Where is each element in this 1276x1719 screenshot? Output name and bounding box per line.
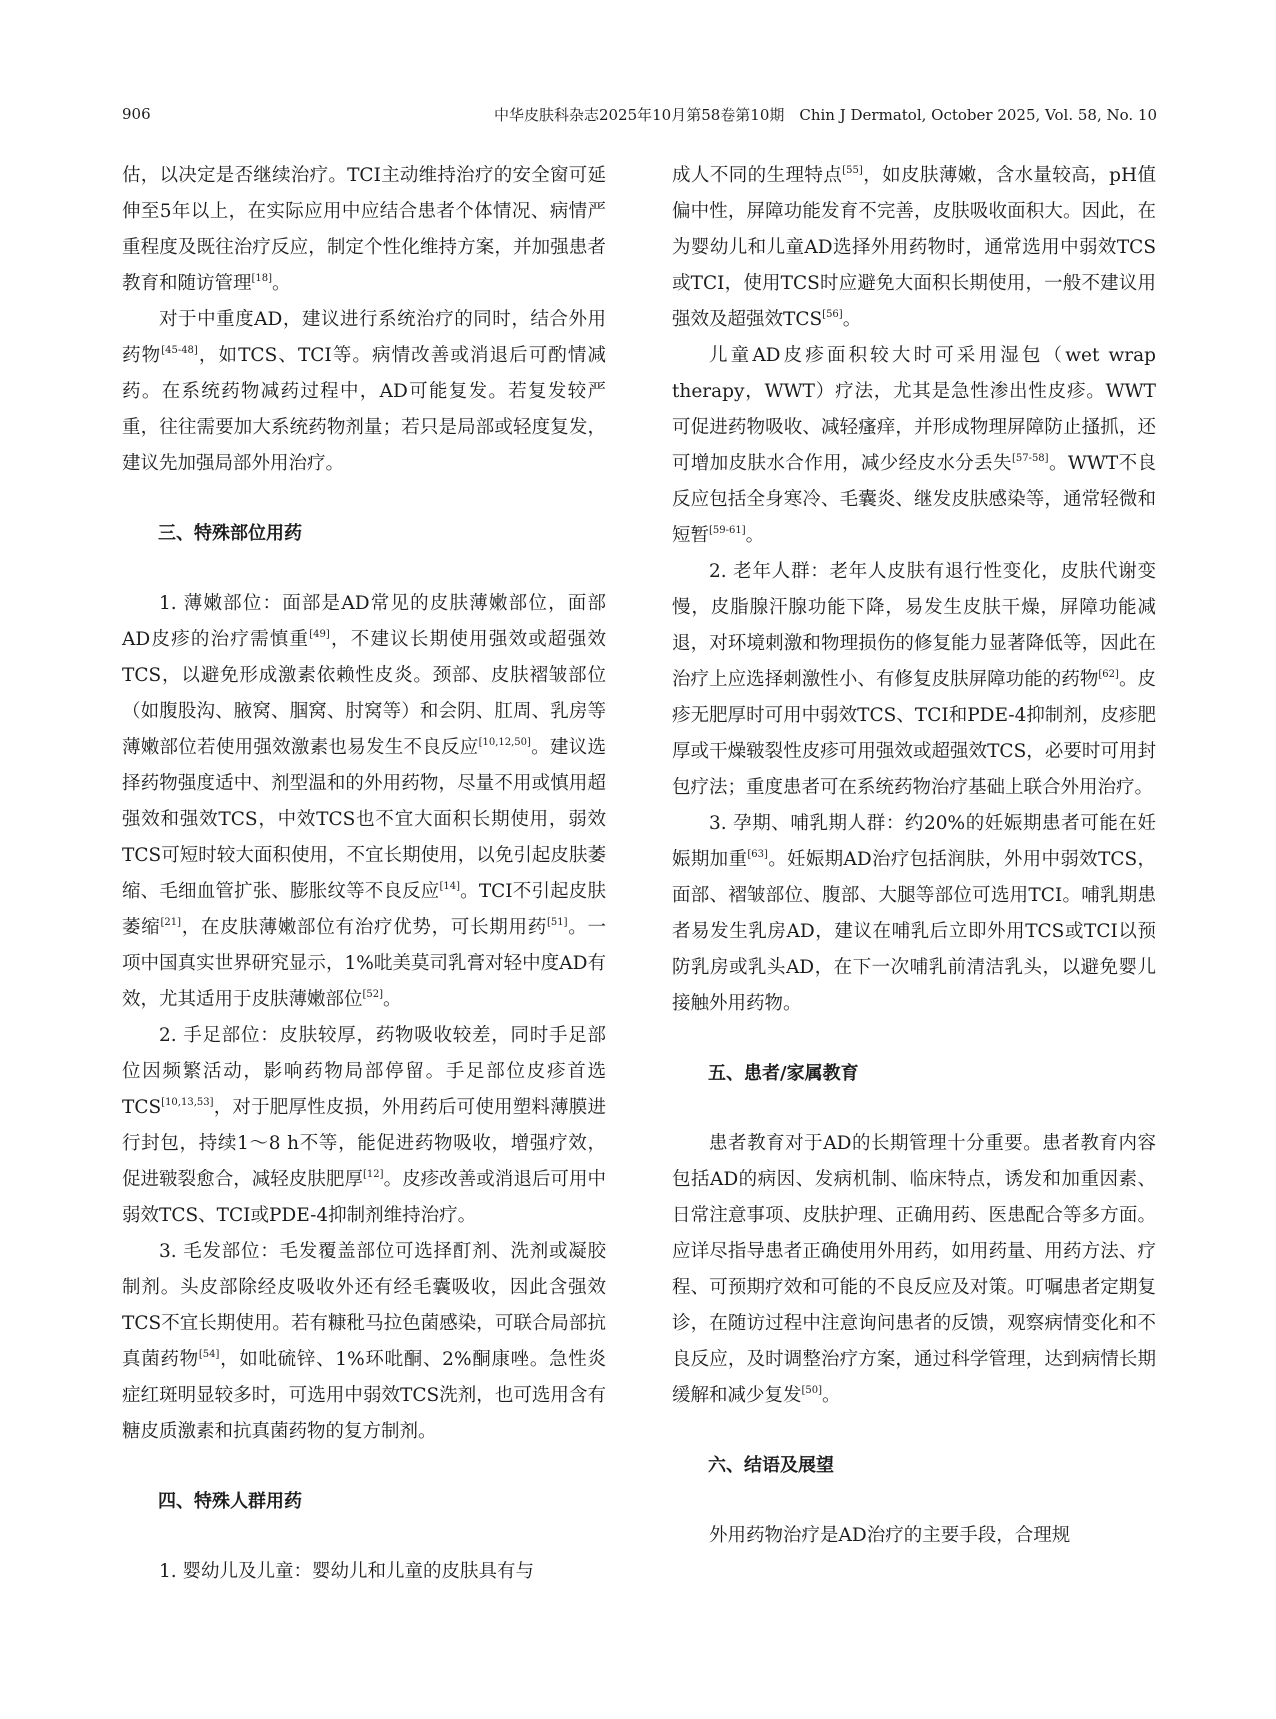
left-column: [122, 158, 606, 1590]
text-run: 外用药物治疗是AD治疗的主要手段，合理规: [709, 1525, 1071, 1546]
citation-ref: [12]: [363, 1169, 384, 1180]
paragraph: [122, 302, 606, 482]
citation-ref: [21]: [160, 917, 181, 928]
text-run: 。一项中国真实世界研究显示，1%吡美莫司乳膏对轻中度AD有效，尤其适用于皮肤薄嫩部位: [122, 917, 606, 1010]
text-run: 2. 老年人群：老年人皮肤有退行性变化，皮肤代谢变慢，皮脂腺汗腺功能下降，易发生皮肤干燥，屏障功能减退，对环境刺激和物理损伤的修复能力显著降低等，因此在治疗上应选择刺激性小、有修复皮肤屏障功能的药物: [672, 561, 1156, 690]
text-run: 。WWT不良反应包括全身寒冷、毛囊炎、继发皮肤感染等，通常轻微和短暂: [672, 453, 1156, 546]
citation-ref: [10,12,50]: [478, 737, 531, 748]
text-run: 。: [842, 309, 862, 330]
citation-ref: [50]: [801, 1385, 823, 1396]
text-run: ，如皮肤薄嫩，含水量较高，pH值偏中性，屏障功能发育不完善，皮肤吸收面积大。因此，在为婴幼儿和儿童AD选择外用药物时，通常选用中弱效TCS或TCI，使用TCS时应避免大面积长期使用，一般不建议用强效及超强效TCS: [672, 165, 1156, 330]
text-run: 患者教育对于AD的长期管理十分重要。患者教育内容包括AD的病因、发病机制、临床特点，诱发和加重因素、日常注意事项、皮肤护理、正确用药、医患配合等多方面。应详尽指导患者正确使用外用药，如用药量、用药方法、疗程、可预期疗效和可能的不良反应及对策。叮嘱患者定期复诊，在随访过程中注意询问患者的反馈，观察病情变化和不良反应，及时调整治疗方案，通过科学管理，达到病情长期缓解和减少复发: [672, 1133, 1156, 1406]
text-run: 对于中重度AD，建议进行系统治疗的同时，结合外用药物: [122, 309, 606, 366]
paragraph: [122, 1018, 606, 1234]
running-header: [122, 100, 1157, 128]
citation-ref: [62]: [1098, 669, 1119, 680]
text-run: 。: [383, 989, 402, 1010]
text-run: 。: [822, 1385, 841, 1406]
citation-ref: [63]: [747, 849, 768, 860]
paragraph: [672, 338, 1156, 554]
paragraph: [122, 1234, 606, 1450]
citation-ref: [57-58]: [1011, 453, 1049, 464]
text-run: 。建议选择药物强度适中、剂型温和的外用药物，尽量不用或慎用超强效和强效TCS，中效TCS也不宜大面积长期使用，弱效TCS可短时较大面积使用，不宜长期使用，以免引起皮肤萎缩、毛细血管扩张、膨胀纹等不良反应: [122, 737, 606, 902]
paragraph: [672, 1518, 1156, 1554]
text-run: ，对于肥厚性皮损，外用药后可使用塑料薄膜进行封包，持续1～8 h不等，能促进药物吸收，增强疗效，促进皲裂愈合，减轻皮肤肥厚: [122, 1097, 606, 1190]
text-run: 估，以决定是否继续治疗。TCI主动维持治疗的安全窗可延伸至5年以上，在实际应用中应结合患者个体情况、病情严重程度及既往治疗反应，制定个性化维持方案，并加强患者教育和随访管理: [122, 165, 606, 294]
citation-ref: [45-48]: [161, 345, 198, 356]
citation-ref: [56]: [822, 309, 843, 320]
page-number: 906: [122, 105, 151, 123]
text-run: 2. 手足部位：皮肤较厚，药物吸收较差，同时手足部位因频繁活动，影响药物局部停留。手足部位皮疹首选TCS: [122, 1025, 606, 1118]
citation-ref: [54]: [198, 1349, 220, 1360]
text-run: 1. 薄嫩部位：面部是AD常见的皮肤薄嫩部位，面部AD皮疹的治疗需慎重: [122, 593, 606, 650]
citation-ref: [18]: [251, 273, 273, 284]
section-heading: 五、患者/家属教育: [708, 1063, 859, 1084]
journal-citation: 中华皮肤科杂志2025年10月第58卷第10期 Chin J Dermatol, October 2025, Vol. 58, No. 10: [493, 105, 1157, 124]
text-run: ，如吡硫锌、1%环吡酮、2%酮康唑。急性炎症红斑明显较多时，可选用中弱效TCS洗剂，也可选用含有糖皮质激素和抗真菌药物的复方制剂。: [122, 1349, 606, 1442]
citation-ref: [10,13,53]: [161, 1097, 214, 1108]
text-run: 儿童AD皮疹面积较大时可采用湿包（wet wrap therapy，WWT）疗法，尤其是急性渗出性皮疹。WWT可促进药物吸收、减轻瘙痒，并形成物理屏障防止搔抓，还可增加皮肤水合作用，减少经皮水分丢失: [672, 345, 1156, 474]
text-run: 1. 婴幼儿及儿童：婴幼儿和儿童的皮肤具有与: [159, 1561, 535, 1582]
text-run: 3. 孕期、哺乳期人群：约20%的妊娠期患者可能在妊娠期加重: [672, 813, 1156, 870]
citation-ref: [59-61]: [709, 525, 746, 536]
citation-ref: [49]: [309, 629, 330, 640]
text-run: ，如TCS、TCI等。病情改善或消退后可酌情减药。在系统药物减药过程中，AD可能复发。若复发较严重，往往需要加大系统药物剂量；若只是局部或轻度复发，建议先加强局部外用治疗。: [122, 345, 606, 474]
text-run: 。妊娠期AD治疗包括润肤，外用中弱效TCS，面部、褶皱部位、腹部、大腿等部位可选用TCI。哺乳期患者易发生乳房AD，建议在哺乳后立即外用TCS或TCI以预防乳房或乳头AD，在下一次哺乳前清洁乳头，以避免婴儿接触外用药物。: [672, 849, 1156, 1014]
text-run: ，在皮肤薄嫩部位有治疗优势，可长期用药: [180, 917, 547, 938]
section-heading: 六、结语及展望: [708, 1455, 834, 1476]
paragraph: [672, 1126, 1156, 1414]
section-heading: 四、特殊人群用药: [158, 1491, 302, 1512]
paragraph: [672, 158, 1156, 338]
paragraph: [672, 554, 1156, 806]
text-run: 。皮疹无肥厚时可用中弱效TCS、TCI和PDE-4抑制剂，皮疹肥厚或干燥皲裂性皮疹可用强效或超强效TCS，必要时可用封包疗法；重度患者可在系统药物治疗基础上联合外用治疗。: [672, 669, 1156, 798]
paragraph: [122, 1554, 606, 1590]
paragraph: [672, 806, 1156, 1022]
text-run: 成人不同的生理特点: [672, 165, 843, 186]
text-run: 。皮疹改善或消退后可用中弱效TCS、TCI或PDE-4抑制剂维持治疗。: [122, 1169, 606, 1226]
citation-ref: [55]: [842, 165, 863, 176]
text-run: ，不建议长期使用强效或超强效TCS，以避免形成激素依赖性皮炎。颈部、皮肤褶皱部位（如腹股沟、腋窝、腘窝、肘窝等）和会阴、肛周、乳房等薄嫩部位若使用强效激素也易发生不良反应: [122, 629, 606, 758]
text-run: 3. 毛发部位：毛发覆盖部位可选择酊剂、洗剂或凝胶制剂。头皮部除经皮吸收外还有经毛囊吸收，因此含强效TCS不宜长期使用。若有糠秕马拉色菌感染，可联合局部抗真菌药物: [122, 1241, 606, 1370]
right-column: [672, 158, 1156, 1554]
paragraph: [122, 158, 606, 302]
text-run: 。: [272, 273, 291, 294]
text-run: 。: [745, 525, 765, 546]
citation-ref: [14]: [439, 881, 460, 892]
section-heading: 三、特殊部位用药: [158, 523, 302, 544]
paragraph: [122, 586, 606, 1018]
citation-ref: [51]: [546, 917, 568, 928]
text-run: 。TCI不引起皮肤萎缩: [122, 881, 606, 938]
citation-ref: [52]: [362, 989, 384, 1000]
